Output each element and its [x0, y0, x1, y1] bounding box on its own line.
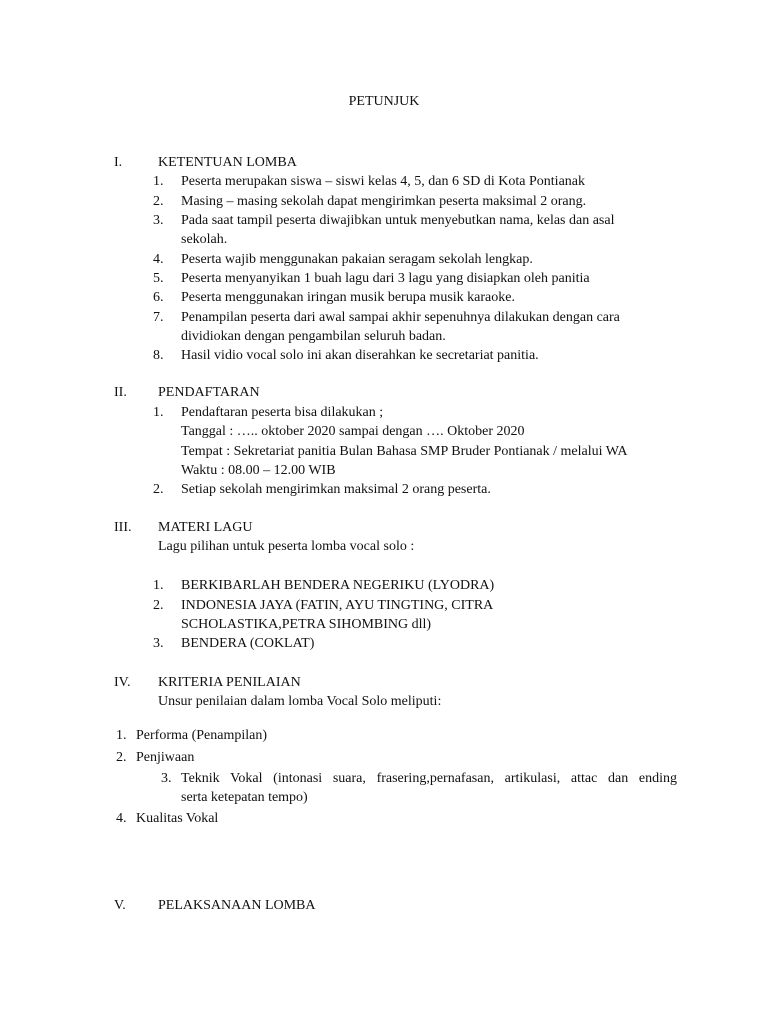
s1-item-3-text-line1: Pada saat tampil peserta diwajibkan untuk menyebutkan nama, kelas dan asal — [181, 213, 615, 228]
s1-item-5-text: Peserta menyanyikan 1 buah lagu dari 3 lagu yang disiapkan oleh panitia — [181, 271, 590, 286]
s1-item-3-number: 3. — [153, 213, 164, 228]
s1-item-4-text: Peserta wajib menggunakan pakaian seragam sekolah lengkap. — [181, 252, 533, 267]
section-4-intro: Unsur penilaian dalam lomba Vocal Solo meliputi: — [158, 694, 442, 709]
s2-item-2-text: Setiap sekolah mengirimkan maksimal 2 orang peserta. — [181, 482, 491, 497]
s1-item-8-text: Hasil vidio vocal solo ini akan diserahkan ke secretariat panitia. — [181, 348, 539, 363]
s3-song-3-text: BENDERA (COKLAT) — [181, 636, 315, 651]
s4-criterion-2-number: 2. — [116, 750, 127, 765]
s1-item-6-number: 6. — [153, 290, 164, 305]
section-3-heading: MATERI LAGU — [158, 520, 253, 535]
s4-criterion-2-text: Penjiwaan — [136, 750, 195, 765]
s4-criterion-4-number: 4. — [116, 811, 127, 826]
s4-criterion-1-text: Performa (Penampilan) — [136, 728, 268, 743]
s4-criterion-3-text-line2: serta ketepatan tempo) — [181, 790, 308, 805]
document-title: PETUNJUK — [348, 94, 420, 109]
s2-item-1-place: Tempat : Sekretariat panitia Bulan Bahasa SMP Bruder Pontianak / melalui WA — [181, 444, 628, 459]
section-2-number: II. — [114, 385, 127, 400]
s3-song-1-number: 1. — [153, 578, 164, 593]
s2-item-2-number: 2. — [153, 482, 164, 497]
s1-item-1-number: 1. — [153, 174, 164, 189]
s1-item-8-number: 8. — [153, 348, 164, 363]
s2-item-1-date: Tanggal : ….. oktober 2020 sampai dengan …. Oktober 2020 — [181, 424, 525, 439]
s1-item-7-number: 7. — [153, 310, 164, 325]
s1-item-4-number: 4. — [153, 252, 164, 267]
section-3-intro: Lagu pilihan untuk peserta lomba vocal solo : — [158, 539, 415, 554]
s4-criterion-1-number: 1. — [116, 728, 127, 743]
s1-item-7-text-line2: dividiokan dengan pengambilan seluruh badan. — [181, 329, 446, 344]
section-5-heading: PELAKSANAAN LOMBA — [158, 898, 316, 913]
s1-item-7-text-line1: Penampilan peserta dari awal sampai akhir sepenuhnya dilakukan dengan cara — [181, 310, 620, 325]
section-3-number: III. — [114, 520, 132, 535]
s3-song-3-number: 3. — [153, 636, 164, 651]
section-2-heading: PENDAFTARAN — [158, 385, 260, 400]
s1-item-6-text: Peserta menggunakan iringan musik berupa musik karaoke. — [181, 290, 515, 305]
s1-item-2-text: Masing – masing sekolah dapat mengirimkan peserta maksimal 2 orang. — [181, 194, 587, 209]
section-1-number: I. — [114, 155, 123, 170]
section-1-heading: KETENTUAN LOMBA — [158, 155, 297, 170]
s1-item-3-text-line2: sekolah. — [181, 232, 228, 247]
s3-song-2-number: 2. — [153, 598, 164, 613]
s2-item-1-text: Pendaftaran peserta bisa dilakukan ; — [181, 405, 384, 420]
s1-item-2-number: 2. — [153, 194, 164, 209]
s3-song-2-text-line1: INDONESIA JAYA (FATIN, AYU TINGTING, CITRA — [181, 598, 494, 613]
section-5-number: V. — [114, 898, 126, 913]
s4-criterion-3-text-line1: Teknik Vokal (intonasi suara, frasering,pernafasan, artikulasi, attac dan ending — [181, 771, 677, 786]
s1-item-1-text: Peserta merupakan siswa – siswi kelas 4, 5, dan 6 SD di Kota Pontianak — [181, 174, 585, 189]
section-4-heading: KRITERIA PENILAIAN — [158, 675, 301, 690]
s2-item-1-time: Waktu : 08.00 – 12.00 WIB — [181, 463, 336, 478]
section-4-number: IV. — [114, 675, 131, 690]
s3-song-1-text: BERKIBARLAH BENDERA NEGERIKU (LYODRA) — [181, 578, 495, 593]
s4-criterion-3-number: 3. — [161, 771, 172, 786]
s2-item-1-number: 1. — [153, 405, 164, 420]
s3-song-2-text-line2: SCHOLASTIKA,PETRA SIHOMBING dll) — [181, 617, 432, 632]
s1-item-5-number: 5. — [153, 271, 164, 286]
s4-criterion-4-text: Kualitas Vokal — [136, 811, 219, 826]
